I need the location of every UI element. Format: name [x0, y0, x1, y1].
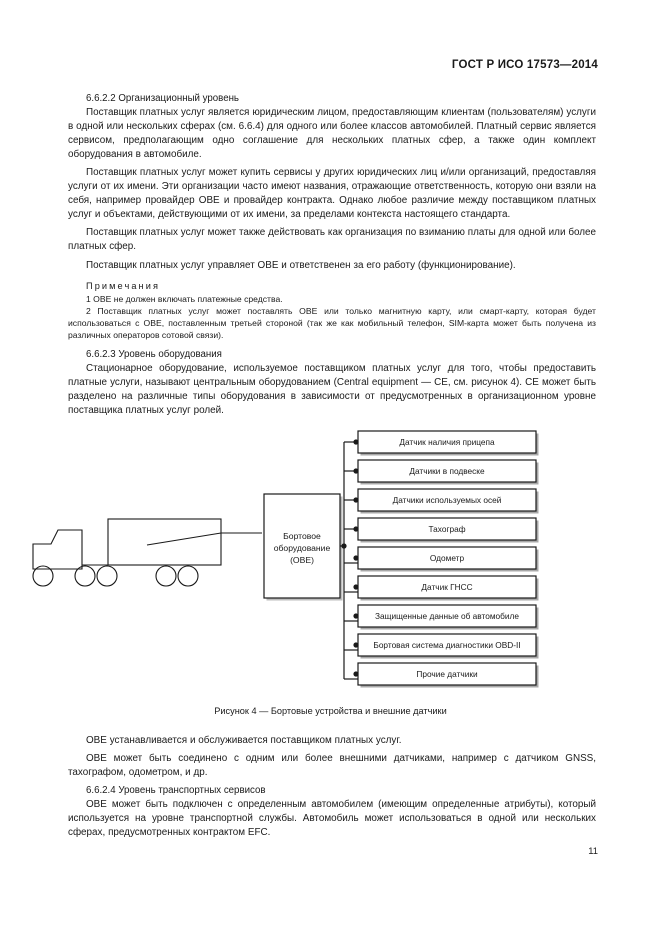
text-column-top — [68, 92, 596, 418]
paragraph-4: Поставщик платных услуг управляет OBE и ответственен за его работу (функционирование). — [86, 259, 516, 271]
figure-caption: Рисунок 4 — Бортовые устройства и внешние датчики — [214, 706, 447, 716]
obe-box-label-line3: (OBE) — [290, 555, 314, 565]
sensor-box — [353, 518, 538, 543]
sensor-box-connector-dot — [353, 671, 358, 676]
sensor-box-connector-dot — [353, 439, 358, 444]
clause-heading-6-6-2-3: 6.6.2.3 Уровень оборудования — [86, 349, 222, 360]
sensor-box — [353, 489, 538, 514]
note-2: 2 Поставщик платных услуг может поставлять OBE или только магнитную карту, или смарт-карту, которая будет использоваться с OBE, поставленным третьей стороной (так же как мобильный телефон, SIM-карта может быть получена из различных операторов сотовой связи). — [68, 305, 596, 340]
truck-wheel-drive-2 — [97, 566, 117, 586]
sensor-box-connector-dot — [353, 584, 358, 589]
spine-junction-dot — [341, 543, 346, 548]
paragraph-6: OBE устанавливается и обслуживается поставщиком платных услуг. — [86, 735, 402, 746]
text-column-bottom — [68, 734, 596, 840]
sensor-box — [353, 431, 538, 456]
sensor-box-connector-dot — [353, 555, 358, 560]
sensor-box-label: Датчики в подвеске — [409, 466, 485, 477]
paragraph-1: Поставщик платных услуг является юридическим лицом, предоставляющим клиентам (пользователям) услуги в одной или нескольких сферах (см. 6.6.4) для одного или более классов автомобилей. Платный сервис является сервисом, предполагающим одно соглашение для нескольких платных сфер, а также один комплект оборудования в автомобиле. — [68, 106, 596, 160]
sensor-box-connector-dot — [353, 613, 358, 618]
sensor-box-group — [353, 431, 538, 688]
clause-heading-6-6-2-2: 6.6.2.2 Организационный уровень — [86, 93, 239, 104]
sensor-box-label: Датчик наличия прицепа — [399, 437, 495, 448]
paragraph-3: Поставщик платных услуг может также действовать как организация по взиманию платы для одной или более платных сфер. — [68, 227, 596, 253]
sensor-box-connector-dot — [353, 468, 358, 473]
sensor-box-label: Прочие датчики — [416, 669, 478, 680]
sensor-box-connector-dot — [353, 526, 358, 531]
obe-box — [264, 494, 343, 601]
truck-wheel-drive-1 — [75, 566, 95, 586]
sensor-box-label: Одометр — [429, 553, 465, 564]
sensor-box — [353, 605, 538, 630]
truck-wheel-rear-2 — [178, 566, 198, 586]
notes-heading: Примечания — [86, 280, 161, 291]
paragraph-2: Поставщик платных услуг может купить сервисы у других юридических лиц и/или организаций, предоставляя услуги от их имени. Эти организации часто имеют названия, отражающие ответственность, которую они взяли на себя, например провайдер OBE и провайдер контракта. Однако любое различие между поставщиком платных услуг и объектами, действующими от их имени, за пределами контекста настоящего стандарта. — [68, 166, 596, 221]
sensor-box — [353, 547, 538, 572]
figure-4-diagram — [0, 424, 661, 699]
truck-wheel-rear-1 — [156, 566, 176, 586]
obe-box-label-line1: Бортовое — [283, 531, 321, 541]
truck-illustration — [33, 519, 221, 586]
truck-cab-body — [33, 530, 82, 569]
sensor-box-connector-dot — [353, 642, 358, 647]
clause-heading-6-6-2-4: 6.6.2.4 Уровень транспортных сервисов — [86, 785, 266, 797]
sensor-box-label: Датчик ГНСС — [421, 582, 473, 593]
sensor-box-label: Бортовая система диагностики OBD-II — [373, 640, 521, 651]
sensor-box — [353, 663, 538, 688]
document-header-title: ГОСТ Р ИСО 17573—2014 — [451, 59, 598, 71]
sensor-box-connector-dot — [353, 497, 358, 502]
obe-leader-line — [147, 533, 262, 545]
sensor-box-label: Защищенные данные об автомобиле — [375, 611, 519, 622]
paragraph-5: Стационарное оборудование, используемое поставщиком платных услуг для того, чтобы предоставить платные услуги, называют центральным оборудованием (Central equipment — CE, см. рисунок 4). CE может быть разделено на различные типы оборудования в зависимости от предусмотренных в организационном уровне поставщика платных услуг ролей. — [68, 362, 596, 416]
sensor-box — [353, 634, 538, 659]
sensor-box-label: Тахограф — [428, 524, 466, 535]
figure-4-svg — [0, 424, 661, 699]
sensor-box-label: Датчики используемых осей — [392, 495, 502, 506]
paragraph-8: OBE может быть подключен с определенным автомобилем (имеющим определенные атрибуты), который используется на уровне транспортной службы. Автомобиль может использоваться в одной или нескольких сферах, предусмотренных контрактом EFC. — [68, 798, 596, 839]
obe-box-label-line2: оборудование — [273, 543, 331, 553]
page-number: 11 — [588, 845, 598, 856]
sensor-box — [353, 460, 538, 485]
paragraph-7: OBE может быть соединено с одним или более внешними датчиками, например с датчиком GNSS, тахографом, одометром, и др. — [68, 753, 596, 779]
sensor-box — [353, 576, 538, 601]
note-1: 1 OBE не должен включать платежные средства. — [86, 293, 283, 304]
